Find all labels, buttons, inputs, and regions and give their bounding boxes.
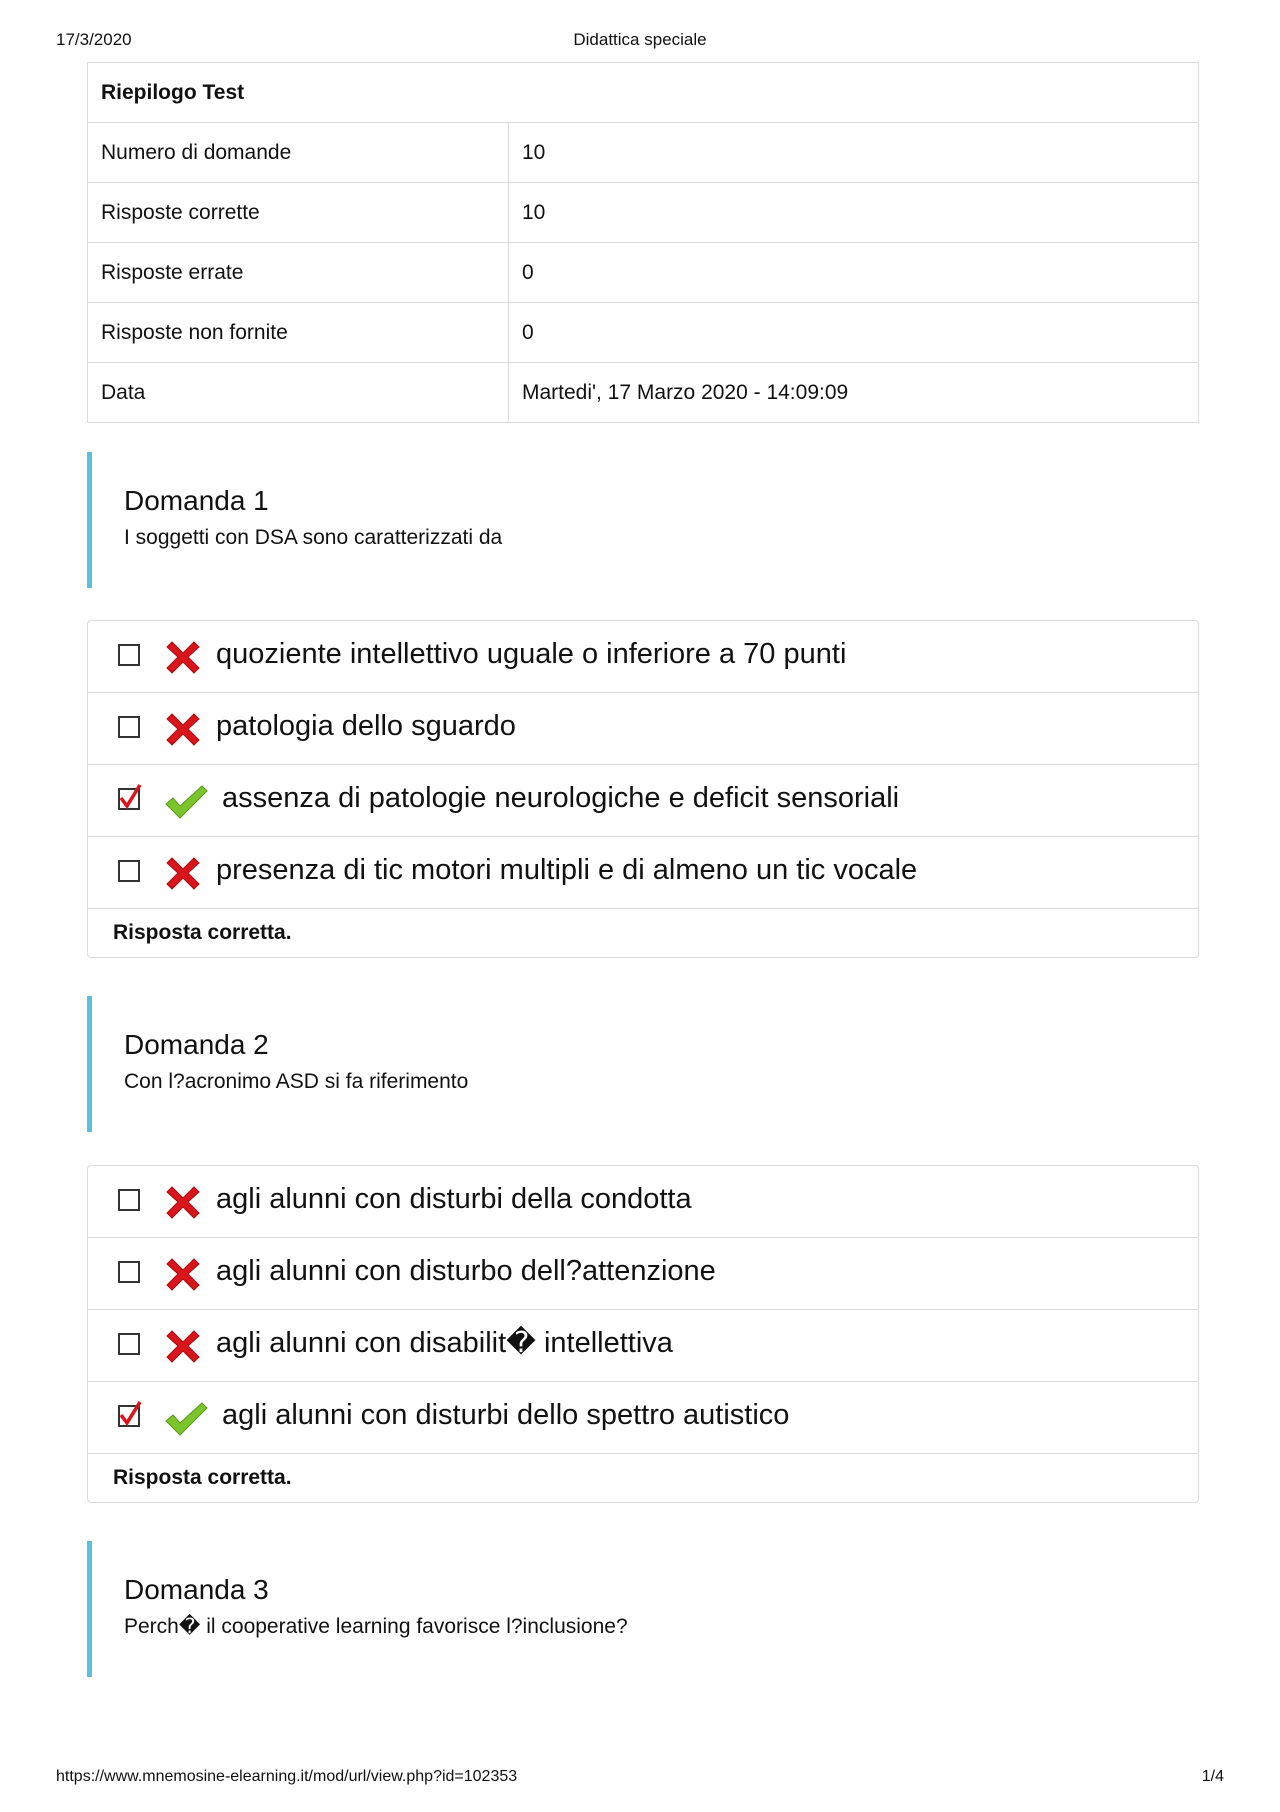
summary-row [88,123,1199,183]
summary-value: Martedi', 17 Marzo 2020 - 14:09:09 [509,363,1199,423]
question-title: Domanda 3 [124,1574,269,1605]
question-text: I soggetti con DSA sono caratterizzati da [124,526,503,549]
summary-table [87,62,1199,423]
cross-icon [164,710,202,753]
summary-heading: Riepilogo Test [88,63,1199,123]
page-number: 1/4 [1201,1768,1224,1785]
answer-text: agli alunni con disturbo dell?attenzione [216,1255,716,1287]
feedback: Risposta corretta. [113,1466,292,1489]
answer-text: agli alunni con disabilit� intellettiva [216,1327,673,1359]
question-2 [87,996,1187,1132]
summary-row [88,303,1199,363]
print-footer [56,1768,1224,1792]
summary-label: Risposte corrette [88,183,509,243]
answer-text: agli alunni con disturbi della condotta [216,1183,692,1215]
summary-value: 10 [509,123,1199,183]
answers-question-1 [87,620,1199,958]
checkbox-checked[interactable] [118,788,140,810]
answer-text: agli alunni con disturbi dello spettro autistico [222,1399,790,1431]
answer-option[interactable] [88,1166,1198,1238]
answer-option[interactable] [88,693,1198,765]
check-icon [164,782,208,825]
answers-question-2 [87,1165,1199,1503]
answer-option[interactable] [88,1238,1198,1310]
summary-label: Risposte errate [88,243,509,303]
answer-option[interactable] [88,1310,1198,1382]
checkbox[interactable] [118,1189,140,1211]
summary-value: 0 [509,303,1199,363]
feedback: Risposta corretta. [113,921,292,944]
checkbox[interactable] [118,860,140,882]
cross-icon [164,854,202,897]
summary-heading-row [88,63,1199,123]
answer-option-selected[interactable] [88,765,1198,837]
print-title: Didattica speciale [573,30,707,49]
print-date: 17/3/2020 [56,30,132,49]
checkbox[interactable] [118,1261,140,1283]
question-title: Domanda 2 [124,1029,269,1060]
summary-label: Risposte non fornite [88,303,509,363]
question-title: Domanda 1 [124,485,269,516]
cross-icon [164,1183,202,1226]
answer-text: patologia dello sguardo [216,710,516,742]
answer-text: quoziente intellettivo uguale o inferiore a 70 punti [216,638,847,670]
question-text: Perch� il cooperative learning favorisce l?inclusione? [124,1615,628,1638]
summary-label: Numero di domande [88,123,509,183]
question-1 [87,452,1187,588]
answer-option[interactable] [88,621,1198,693]
print-header [56,30,1224,54]
question-3 [87,1541,1187,1677]
checkbox[interactable] [118,644,140,666]
summary-value: 10 [509,183,1199,243]
answer-option-selected[interactable] [88,1382,1198,1454]
print-url: https://www.mnemosine-elearning.it/mod/url/view.php?id=102353 [56,1768,518,1785]
checkbox[interactable] [118,716,140,738]
checkbox[interactable] [118,1333,140,1355]
cross-icon [164,1255,202,1298]
summary-label: Data [88,363,509,423]
cross-icon [164,638,202,681]
summary-row [88,243,1199,303]
answer-text: assenza di patologie neurologiche e deficit sensoriali [222,782,900,814]
summary-row [88,183,1199,243]
answer-option[interactable] [88,837,1198,909]
check-icon [164,1399,208,1442]
answer-text: presenza di tic motori multipli e di almeno un tic vocale [216,854,918,886]
summary-value: 0 [509,243,1199,303]
question-text: Con l?acronimo ASD si fa riferimento [124,1070,469,1093]
checkbox-checked[interactable] [118,1405,140,1427]
cross-icon [164,1327,202,1370]
summary-row [88,363,1199,423]
